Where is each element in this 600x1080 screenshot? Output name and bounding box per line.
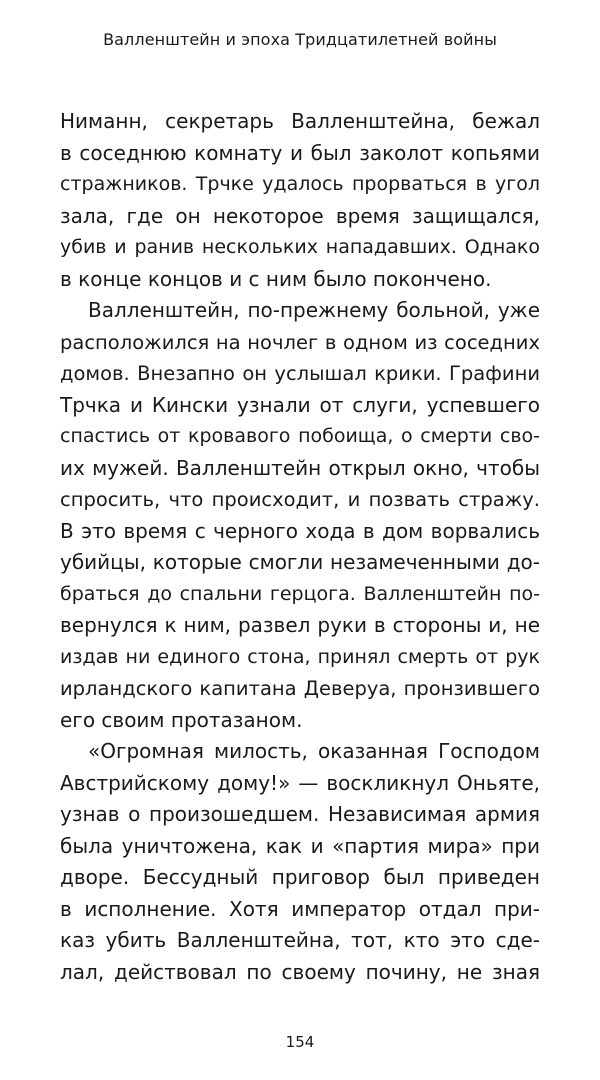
paragraph	[60, 736, 540, 988]
text-line: была уничтожена, как и «партия мира» при	[60, 833, 540, 858]
text-line: издав ни единого стона, принял смерть от рук	[60, 645, 540, 668]
text-line: В это время с черного хода в дом ворвались	[60, 518, 540, 543]
text-line: в конце концов и с ним было покончено.	[60, 266, 492, 291]
text-line: Валленштейн, по-прежнему больной, уже	[88, 298, 540, 322]
text-line: узнав о произошедшем. Независимая армия	[60, 802, 540, 826]
text-line: лал, действовал по своему почину, не зная	[60, 959, 540, 984]
text-line: в исполнение. Хотя император отдал при-	[60, 896, 540, 921]
text-line: спастись от кровавого побоища, о смерти сво-	[60, 425, 540, 447]
text-line: вернулся к ним, развел руки в стороны и, не	[60, 613, 540, 637]
text-line: Трчка и Кински узнали от слуги, успевшего	[60, 392, 540, 417]
paragraph	[60, 295, 540, 736]
text-line: спросить, что происходит, и позвать стражу.	[60, 488, 540, 511]
text-line: их мужей. Валленштейн открыл окно, чтобы	[60, 455, 540, 480]
paragraph	[60, 106, 540, 295]
text-line: Ниманн, секретарь Валленштейна, бежал	[60, 109, 540, 133]
page-number: 154	[285, 1033, 315, 1051]
running-head: Валленштейн и эпоха Тридцатилетней войны	[103, 30, 497, 49]
text-line: Австрийскому дому!» — воскликнул Оньяте,	[60, 770, 540, 795]
text-line: ирландского капитана Деверуа, пронзившего	[60, 677, 540, 700]
text-block	[60, 106, 540, 988]
text-line: «Огромная милость, оказанная Господом	[88, 739, 540, 763]
text-line: зала, где он некоторое время защищался,	[60, 203, 540, 228]
text-line: домов. Внезапно он услышал крики. Графини	[60, 362, 540, 385]
text-line: дворе. Бессудный приговор был приведен	[60, 865, 540, 889]
text-line: стражников. Трчке удалось прорваться в угол	[60, 173, 540, 195]
text-line: каз убить Валленштейна, тот, кто это сде-	[60, 928, 540, 952]
text-line: расположился на ночлег в одном из соседних	[60, 330, 540, 354]
text-line: в соседнюю комнату и был заколот копьями	[60, 140, 540, 165]
text-line: браться до спальни герцога. Валленштейн по-	[60, 582, 540, 605]
text-line: убив и ранив нескольких нападавших. Однако	[60, 236, 540, 258]
text-line: его своим протазаном.	[60, 707, 303, 732]
text-line: убийцы, которые смогли незамеченными до-	[60, 550, 540, 574]
